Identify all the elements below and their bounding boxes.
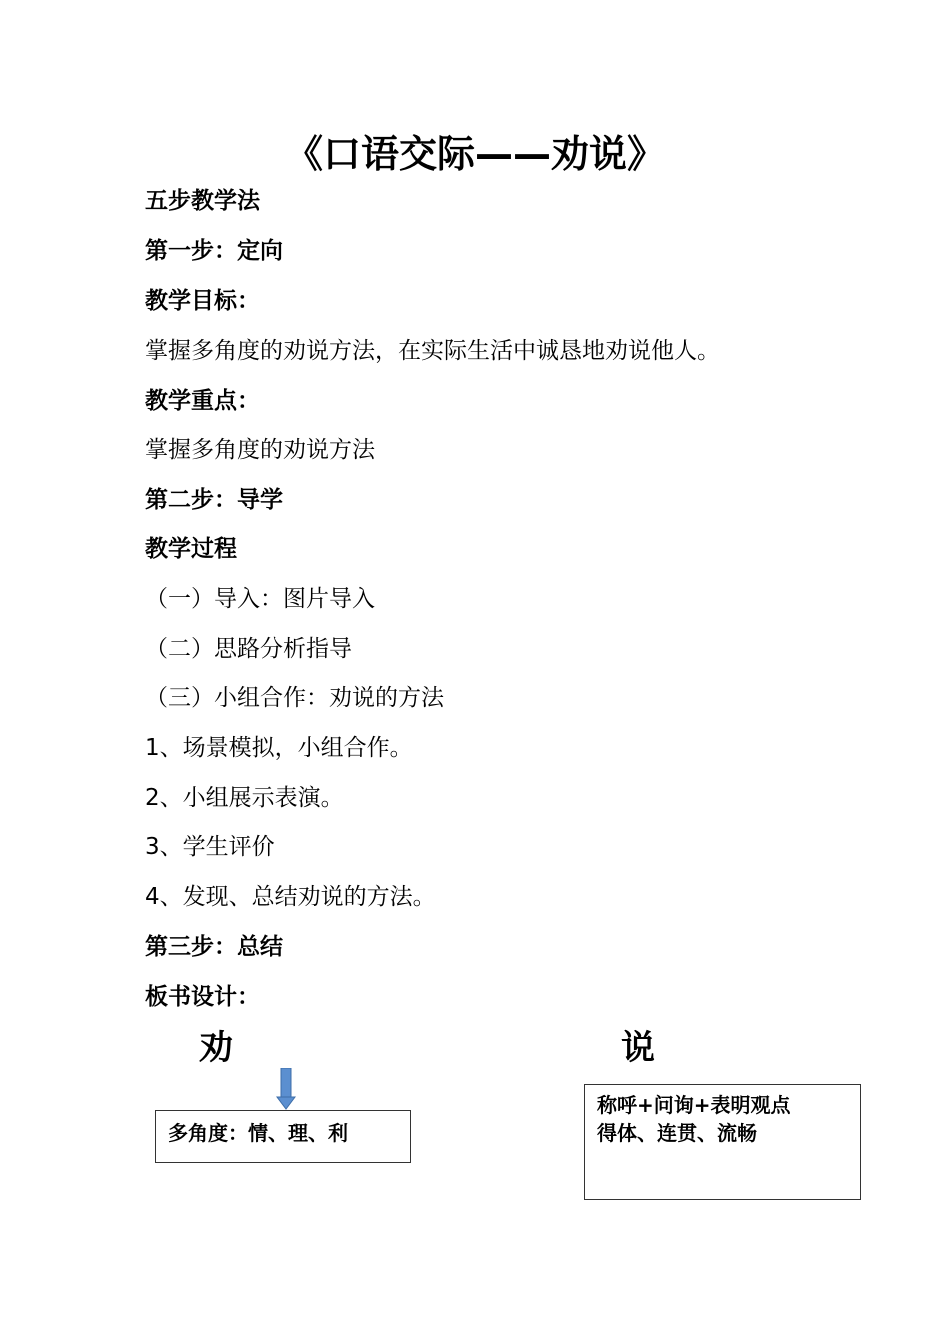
board-design-heading: 板书设计： <box>145 984 260 1010</box>
activity-item-3: 3、学生评价 <box>145 834 275 860</box>
board-char-quan: 劝 <box>199 1028 233 1068</box>
structure-box-line-2: 得体、连贯、流畅 <box>597 1121 757 1145</box>
activity-item-2: 2、小组展示表演。 <box>145 785 344 811</box>
step-one-heading: 第一步：定向 <box>145 238 283 264</box>
down-arrow-icon <box>276 1068 296 1110</box>
activity-item-4: 4、发现、总结劝说的方法。 <box>145 884 436 910</box>
step-two-heading: 第二步：导学 <box>145 487 283 513</box>
teaching-goal-heading: 教学目标： <box>145 288 260 314</box>
structure-box <box>584 1084 861 1200</box>
angle-box-text: 多角度：情、理、利 <box>168 1121 348 1145</box>
method-heading: 五步教学法 <box>145 188 260 214</box>
board-char-shuo: 说 <box>621 1028 655 1068</box>
process-item-1: （一）导入：图片导入 <box>145 586 375 612</box>
activity-item-1: 1、场景模拟，小组合作。 <box>145 735 413 761</box>
process-item-2: （二）思路分析指导 <box>145 636 352 662</box>
process-item-3: （三）小组合作：劝说的方法 <box>145 685 444 711</box>
structure-box-line-1: 称呼+问询+表明观点 <box>597 1093 791 1117</box>
angle-box <box>155 1110 411 1163</box>
document-title: 《口语交际——劝说》 <box>284 132 665 176</box>
teaching-process-heading: 教学过程 <box>145 536 237 562</box>
teaching-goal-text: 掌握多角度的劝说方法，在实际生活中诚恳地劝说他人。 <box>145 338 720 364</box>
step-three-heading: 第三步：总结 <box>145 934 283 960</box>
teaching-focus-heading: 教学重点： <box>145 388 260 414</box>
teaching-focus-text: 掌握多角度的劝说方法 <box>145 437 375 463</box>
